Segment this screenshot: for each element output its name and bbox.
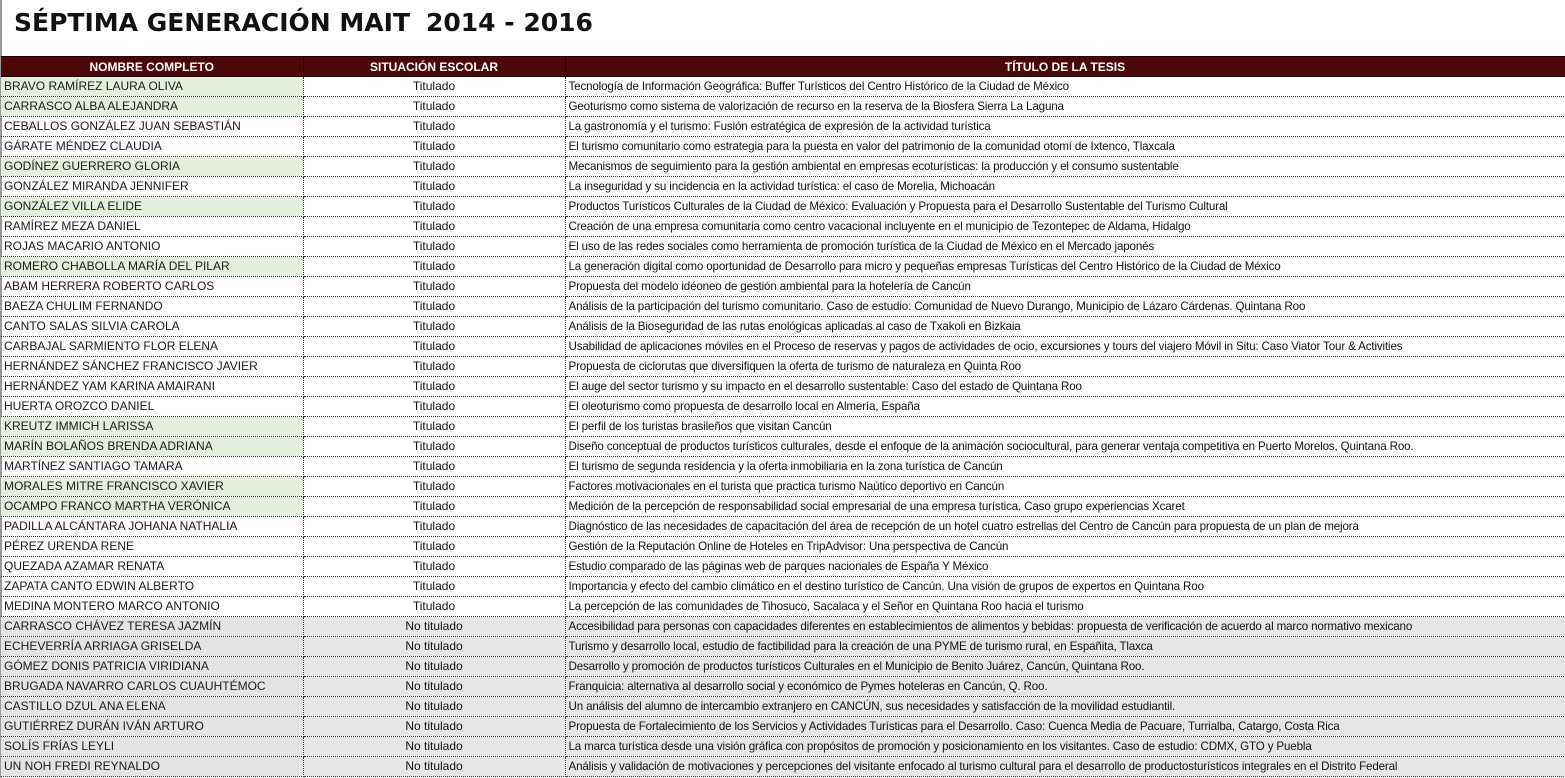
cell-thesis[interactable]: Importancia y efecto del cambio climático en el destino turístico de Cancún. Una visión de grupos de expertos en Quintana Roo: [565, 577, 1565, 597]
cell-name[interactable]: MARÍN BOLAÑOS BRENDA ADRIANA: [1, 437, 303, 457]
cell-thesis[interactable]: Tecnología de Información Geográfica: Buffer Turísticos del Centro Histórico de la Ciudad de México: [565, 77, 1565, 97]
table-row: [1, 357, 1565, 377]
table-row: [1, 557, 1565, 577]
table-row: [1, 417, 1565, 437]
cell-status[interactable]: Titulado: [303, 97, 565, 117]
cell-status[interactable]: Titulado: [303, 597, 565, 617]
table-row: [1, 637, 1565, 657]
cell-name[interactable]: GUTIÉRREZ DURÁN IVÁN ARTURO: [1, 717, 303, 737]
cell-name[interactable]: GONZÁLEZ MIRANDA JENNIFER: [1, 177, 303, 197]
cell-name[interactable]: UN NOH FREDI REYNALDO: [1, 757, 303, 777]
cell-status[interactable]: No titulado: [303, 737, 565, 757]
table-row: [1, 297, 1565, 317]
cell-name[interactable]: ABAM HERRERA ROBERTO CARLOS: [1, 277, 303, 297]
cell-name[interactable]: CANTO SALAS SILVIA CAROLA: [1, 317, 303, 337]
cell-name[interactable]: HERNÁNDEZ YAM KARINA AMAIRANI: [1, 377, 303, 397]
cell-status[interactable]: Titulado: [303, 497, 565, 517]
table-body: [1, 77, 1565, 777]
cell-thesis[interactable]: El turismo de segunda residencia y la oferta inmobiliaria en la zona turística de Cancún: [565, 457, 1565, 477]
cell-thesis[interactable]: Diseño conceptual de productos turísticos culturales, desde el enfoque de la animación sociocultural, para generar ventaja competitiva en Puerto Morelos, Quintana Roo.: [565, 437, 1565, 457]
cell-name[interactable]: PÉREZ URENDA RENE: [1, 537, 303, 557]
cell-status[interactable]: Titulado: [303, 137, 565, 157]
column-header-name[interactable]: NOMBRE COMPLETO: [1, 57, 303, 77]
cell-status[interactable]: No titulado: [303, 657, 565, 677]
cell-status[interactable]: Titulado: [303, 77, 565, 97]
cell-thesis[interactable]: Medición de la percepción de responsabilidad social empresarial de una empresa turística. Caso grupo experiencias Xcaret: [565, 497, 1565, 517]
cell-name[interactable]: GÓMEZ DONIS PATRICIA VIRIDIANA: [1, 657, 303, 677]
cell-name[interactable]: GÁRATE MÉNDEZ CLAUDIA: [1, 137, 303, 157]
table-row: [1, 257, 1565, 277]
table-row: [1, 517, 1565, 537]
cell-thesis[interactable]: La gastronomía y el turismo: Fusión estratégica de expresión de la actividad turística: [565, 117, 1565, 137]
cell-status[interactable]: No titulado: [303, 717, 565, 737]
cell-name[interactable]: ROJAS MACARIO ANTONIO: [1, 237, 303, 257]
cell-status[interactable]: No titulado: [303, 617, 565, 637]
graduates-table: [1, 56, 1565, 777]
cell-name[interactable]: SOLÍS FRÍAS LEYLI: [1, 737, 303, 757]
cell-name[interactable]: CARRASCO CHÁVEZ TERESA JAZMÍN: [1, 617, 303, 637]
cell-thesis[interactable]: Creación de una empresa comunitaria como centro vacacional incluyente en el municipio de Tezontepec de Aldama, Hidalgo: [565, 217, 1565, 237]
table-row: [1, 217, 1565, 237]
cell-thesis[interactable]: Turismo y desarrollo local, estudio de factibilidad para la creación de una PYME de turismo rural, en Españita, Tlaxca: [565, 637, 1565, 657]
table-row: [1, 317, 1565, 337]
table-row: [1, 157, 1565, 177]
cell-thesis[interactable]: El perfil de los turistas brasileños que visitan Cancún: [565, 417, 1565, 437]
cell-name[interactable]: BAEZA CHULIM FERNANDO: [1, 297, 303, 317]
cell-name[interactable]: OCAMPO FRANCO MARTHA VERÓNICA: [1, 497, 303, 517]
table-row: [1, 77, 1565, 97]
cell-thesis[interactable]: Desarrollo y promoción de productos turísticos Culturales en el Municipio de Benito Juárez, Cancún, Quintana Roo.: [565, 657, 1565, 677]
cell-thesis[interactable]: Un análisis del alumno de intercambio extranjero en CANCÚN, sus necesidades y satisfacción de la movilidad estudiantil.: [565, 697, 1565, 717]
cell-thesis[interactable]: Factores motivacionales en el turista que practica turismo Naútico deportivo en Cancún: [565, 477, 1565, 497]
cell-name[interactable]: MEDINA MONTERO MARCO ANTONIO: [1, 597, 303, 617]
table-row: [1, 497, 1565, 517]
cell-status[interactable]: Titulado: [303, 277, 565, 297]
cell-thesis[interactable]: Propuesta de ciclorutas que diversifiquen la oferta de turismo de naturaleza en Quinta Roo: [565, 357, 1565, 377]
table-row: [1, 337, 1565, 357]
cell-name[interactable]: BRUGADA NAVARRO CARLOS CUAUHTÉMOC: [1, 677, 303, 697]
cell-name[interactable]: BRAVO RAMÍREZ LAURA OLIVA: [1, 77, 303, 97]
cell-thesis[interactable]: Usabilidad de aplicaciones móviles en el Proceso de reservas y pagos de actividades de ocio, excursiones y tours del viajero Móvil in Situ: Caso Viator Tour & Activities: [565, 337, 1565, 357]
table-row: [1, 537, 1565, 557]
cell-status[interactable]: Titulado: [303, 317, 565, 337]
cell-thesis[interactable]: Accesibilidad para personas con capacidades diferentes en establecimientos de alimentos y bebidas: propuesta de verificación de acuerdo al marco normativo mexicano: [565, 617, 1565, 637]
cell-name[interactable]: CEBALLOS GONZÁLEZ JUAN SEBASTIÁN: [1, 117, 303, 137]
cell-thesis[interactable]: El auge del sector turismo y su impacto en el desarrollo sustentable: Caso del estado de Quintana Roo: [565, 377, 1565, 397]
table-row: [1, 697, 1565, 717]
cell-status[interactable]: Titulado: [303, 397, 565, 417]
cell-thesis[interactable]: El oleoturismo como propuesta de desarrollo local en Almería, España: [565, 397, 1565, 417]
cell-thesis[interactable]: Análisis y validación de motivaciones y percepciones del visitante enfocado al turismo cultural para el desarrollo de productosturísticos integrales en el Distrito Federal: [565, 757, 1565, 777]
cell-status[interactable]: Titulado: [303, 537, 565, 557]
cell-name[interactable]: HERNÁNDEZ SÁNCHEZ FRANCISCO JAVIER: [1, 357, 303, 377]
cell-name[interactable]: CASTILLO DZUL ANA ELENA: [1, 697, 303, 717]
cell-status[interactable]: Titulado: [303, 257, 565, 277]
table-row: [1, 237, 1565, 257]
table-row: [1, 457, 1565, 477]
cell-name[interactable]: CARRASCO ALBA ALEJANDRA: [1, 97, 303, 117]
column-header-thesis[interactable]: TÍTULO DE LA TESIS: [565, 57, 1565, 77]
table-row: [1, 397, 1565, 417]
cell-thesis[interactable]: Análisis de la Bioseguridad de las rutas enológicas aplicadas al caso de Txakoli en Bizkaia: [565, 317, 1565, 337]
page-title: [14, 4, 593, 42]
cell-name[interactable]: CARBAJAL SARMIENTO FLOR ELENA: [1, 337, 303, 357]
table-row: [1, 757, 1565, 777]
column-header-status[interactable]: SITUACIÓN ESCOLAR: [303, 57, 565, 77]
cell-thesis[interactable]: El turismo comunitario como estrategia para la puesta en valor del patrimonio de la comunidad otomí de Ixtenco, Tlaxcala: [565, 137, 1565, 157]
table-row: [1, 117, 1565, 137]
table-row: [1, 597, 1565, 617]
cell-thesis[interactable]: Productos Turísticos Culturales de la Ciudad de México: Evaluación y Propuesta para el Desarrollo Sustentable del Turismo Cultural: [565, 197, 1565, 217]
cell-status[interactable]: Titulado: [303, 437, 565, 457]
cell-thesis[interactable]: Propuesta de Fortalecimiento de los Servicios y Actividades Turísticas para el Desarrollo. Caso: Cuenca Media de Pacuare, Turrialba, Catargo, Costa Rica: [565, 717, 1565, 737]
page-title-years: 2014 - 2016: [426, 8, 593, 37]
cell-status[interactable]: Titulado: [303, 297, 565, 317]
table-header-row: [1, 57, 1565, 77]
cell-thesis[interactable]: Estudio comparado de las páginas web de parques nacionales de España Y México: [565, 557, 1565, 577]
cell-name[interactable]: HUERTA OROZCO DANIEL: [1, 397, 303, 417]
cell-status[interactable]: Titulado: [303, 577, 565, 597]
cell-thesis[interactable]: La inseguridad y su incidencia en la actividad turística: el caso de Morelia, Michoacán: [565, 177, 1565, 197]
cell-thesis[interactable]: Geoturismo como sistema de valorización de recurso en la reserva de la Biosfera Sierra La Laguna: [565, 97, 1565, 117]
cell-name[interactable]: RAMÍREZ MEZA DANIEL: [1, 217, 303, 237]
table-row: [1, 617, 1565, 637]
cell-thesis[interactable]: Propuesta del modelo idéoneo de gestión ambiental para la hotelería de Cancún: [565, 277, 1565, 297]
cell-status[interactable]: Titulado: [303, 217, 565, 237]
table-row: [1, 657, 1565, 677]
cell-thesis[interactable]: La generación digital como oportunidad de Desarrollo para micro y pequeñas empresas Turísticas del Centro Histórico de la Ciudad de México: [565, 257, 1565, 277]
cell-name[interactable]: PADILLA ALCÁNTARA JOHANA NATHALIA: [1, 517, 303, 537]
cell-name[interactable]: MARTÍNEZ SANTIAGO TAMARA: [1, 457, 303, 477]
cell-status[interactable]: Titulado: [303, 357, 565, 377]
table-row: [1, 97, 1565, 117]
cell-thesis[interactable]: Diagnóstico de las necesidades de capacitación del área de recepción de un hotel cuatro estrellas del Centro de Cancún para propuesta de un plan de mejora: [565, 517, 1565, 537]
cell-name[interactable]: QUEZADA AZAMAR RENATA: [1, 557, 303, 577]
table-row: [1, 477, 1565, 497]
cell-name[interactable]: GONZÁLEZ VILLA ELIDE: [1, 197, 303, 217]
cell-status[interactable]: No titulado: [303, 677, 565, 697]
cell-status[interactable]: Titulado: [303, 377, 565, 397]
cell-thesis[interactable]: El uso de las redes sociales como herramienta de promoción turística de la Ciudad de México en el Mercado japonés: [565, 237, 1565, 257]
table-row: [1, 377, 1565, 397]
cell-thesis[interactable]: La marca turística desde una visión gráfica con propósitos de promoción y posicionamiento en los visitantes. Caso de estudio: CDMX, GTO y Puebla: [565, 737, 1565, 757]
cell-thesis[interactable]: La percepción de las comunidades de Tihosuco, Sacalaca y el Señor en Quintana Roo hacia el turismo: [565, 597, 1565, 617]
cell-name[interactable]: KREUTZ IMMICH LARISSA: [1, 417, 303, 437]
table-row: [1, 717, 1565, 737]
cell-thesis[interactable]: Mecanismos de seguimiento para la gestión ambiental en empresas ecoturísticas: la producción y el consumo sustentable: [565, 157, 1565, 177]
table-row: [1, 277, 1565, 297]
cell-status[interactable]: Titulado: [303, 197, 565, 217]
table-row: [1, 737, 1565, 757]
table-row: [1, 137, 1565, 157]
cell-name[interactable]: MORALES MITRE FRANCISCO XAVIER: [1, 477, 303, 497]
cell-status[interactable]: Titulado: [303, 457, 565, 477]
cell-status[interactable]: Titulado: [303, 517, 565, 537]
cell-status[interactable]: Titulado: [303, 177, 565, 197]
cell-status[interactable]: Titulado: [303, 417, 565, 437]
cell-status[interactable]: Titulado: [303, 337, 565, 357]
cell-name[interactable]: ZAPATA CANTO EDWIN ALBERTO: [1, 577, 303, 597]
cell-thesis[interactable]: Análisis de la participación del turismo comunitario. Caso de estudio: Comunidad de Nuevo Durango, Municipio de Lázaro Cárdenas. Quintana Roo: [565, 297, 1565, 317]
cell-name[interactable]: ROMERO CHABOLLA MARÍA DEL PILAR: [1, 257, 303, 277]
cell-name[interactable]: GODÍNEZ GUERRERO GLORIA: [1, 157, 303, 177]
cell-status[interactable]: No titulado: [303, 757, 565, 777]
cell-status[interactable]: Titulado: [303, 237, 565, 257]
table-row: [1, 177, 1565, 197]
cell-thesis[interactable]: Gestión de la Reputación Online de Hoteles en TripAdvisor: Una perspectiva de Cancún: [565, 537, 1565, 557]
page-title-text: SÉPTIMA GENERACIÓN MAIT: [14, 8, 410, 37]
cell-status[interactable]: Titulado: [303, 477, 565, 497]
cell-status[interactable]: Titulado: [303, 157, 565, 177]
table-row: [1, 677, 1565, 697]
cell-status[interactable]: Titulado: [303, 557, 565, 577]
cell-name[interactable]: ECHEVERRÍA ARRIAGA GRISELDA: [1, 637, 303, 657]
table-row: [1, 437, 1565, 457]
cell-status[interactable]: No titulado: [303, 697, 565, 717]
cell-status[interactable]: No titulado: [303, 637, 565, 657]
table-row: [1, 577, 1565, 597]
table-row: [1, 197, 1565, 217]
cell-status[interactable]: Titulado: [303, 117, 565, 137]
cell-thesis[interactable]: Franquicia: alternativa al desarrollo social y económico de Pymes hoteleras en Cancún, Q. Roo.: [565, 677, 1565, 697]
